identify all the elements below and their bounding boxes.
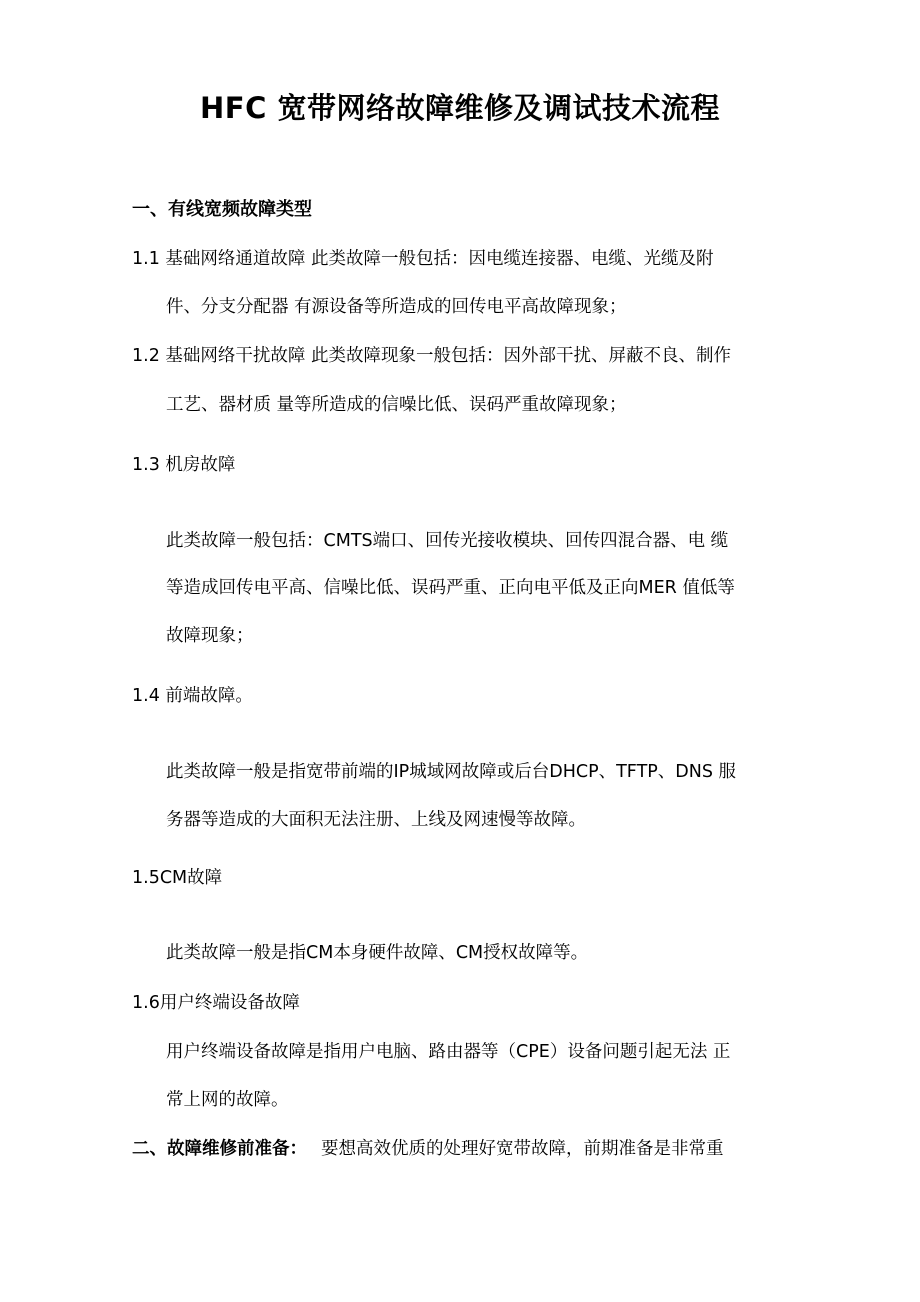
item-1-1-line-2: 件、分支分配器 有源设备等所造成的回传电平高故障现象； [166, 297, 627, 317]
item-1-1-line-1: 1.1 基础网络通道故障 此类故障一般包括：因电缆连接器、电缆、光缆及附 [132, 249, 714, 269]
item-1-4-line-2: 务器等造成的大面积无法注册、上线及网速慢等故障。 [166, 810, 586, 830]
item-1-3-heading: 1.3 机房故障 [132, 455, 236, 475]
item-1-6-heading: 1.6用户终端设备故障 [132, 993, 300, 1013]
item-1-3-line-2: 等造成回传电平高、信噪比低、误码严重、正向电平低及正向MER 值低等 [166, 578, 735, 598]
item-1-5-heading: 1.5CM故障 [132, 868, 223, 888]
item-1-4-heading: 1.4 前端故障。 [132, 686, 253, 706]
section-1-heading: 一、有线宽频故障类型 [132, 199, 312, 220]
document-title: HFC 宽带网络故障维修及调试技术流程 [200, 91, 720, 125]
item-1-3-line-3: 故障现象； [166, 626, 254, 646]
item-1-6-line-2: 常上网的故障。 [166, 1090, 289, 1110]
item-1-6-line-1: 用户终端设备故障是指用户电脑、路由器等（CPE）设备问题引起无法 正 [166, 1042, 731, 1062]
item-1-4-line-1: 此类故障一般是指宽带前端的IP城域网故障或后台DHCP、TFTP、DNS 服 [166, 762, 737, 782]
item-1-3-line-1: 此类故障一般包括：CMTS端口、回传光接收模块、回传四混合器、电 缆 [166, 531, 729, 551]
item-1-2-line-2: 工艺、器材质 量等所造成的信噪比低、误码严重故障现象； [166, 395, 627, 415]
section-2-heading: 二、故障维修前准备： [132, 1139, 307, 1159]
item-1-2-line-1: 1.2 基础网络干扰故障 此类故障现象一般包括：因外部干扰、屏蔽不良、制作 [132, 346, 731, 366]
section-2-text: 要想高效优质的处理好宽带故障，前期准备是非常重 [321, 1139, 724, 1159]
section-2-paragraph [132, 1136, 724, 1162]
item-1-5-line-1: 此类故障一般是指CM本身硬件故障、CM授权故障等。 [166, 943, 589, 963]
